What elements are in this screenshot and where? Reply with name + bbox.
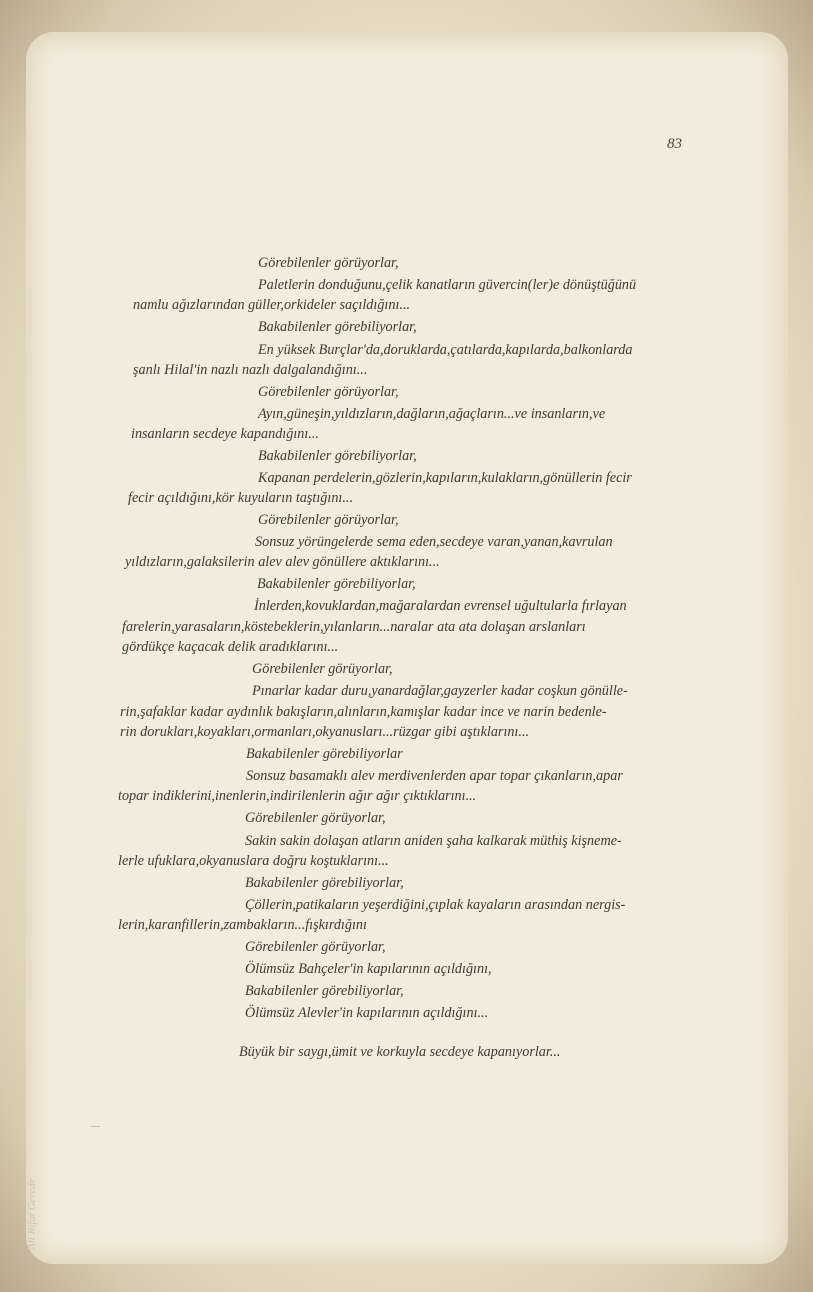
poem-line: Kapanan perdelerin,gözlerin,kapıların,kulakların,gönüllerin fecir [258, 470, 632, 486]
poem-line: Çöllerin,patikaların yeşerdiğini,çıplak kayaların arasından nergis- [245, 897, 626, 913]
poem-line: En yüksek Burçlar'da,doruklarda,çatılarda,kapılarda,balkonlarda [258, 342, 633, 358]
poem-line: Bakabilenler görebiliyorlar, [258, 448, 417, 464]
poem-line: topar indiklerini,inenlerin,indirilenlerin ağır ağır çıktıklarını... [118, 788, 477, 804]
poem-line: Paletlerin donduğunu,çelik kanatların güvercin(ler)e dönüştüğünü [258, 277, 637, 293]
poem-line: gördükçe kaçacak delik aradıklarını... [122, 639, 339, 655]
scan-watermark-signature: Ali Rıfat Gerede [26, 1178, 38, 1250]
poem-line: fecir açıldığını,kör kuyuların taştığını... [128, 490, 354, 506]
poem-line: İnlerden,kovuklardan,mağaralardan evrensel uğultularla fırlayan [254, 598, 627, 614]
poem-line: Sakin sakin dolaşan atların aniden şaha kalkarak müthiş kişneme- [245, 833, 622, 849]
poem-line: Görebilenler görüyorlar, [258, 384, 399, 400]
poem-line: Bakabilenler görebiliyorlar [246, 746, 403, 762]
poem-line: Pınarlar kadar duru,yanardağlar,gayzerler kadar coşkun gönülle- [252, 683, 628, 699]
poem-closing-line: Büyük bir saygı,ümit ve korkuyla secdeye kapanıyorlar... [239, 1044, 561, 1060]
poem-line: lerin,karanfillerin,zambakların...fışkırdığını [118, 917, 367, 933]
poem-line: Bakabilenler görebiliyorlar, [258, 319, 417, 335]
page-number: 83 [667, 136, 682, 152]
poem-line: Görebilenler görüyorlar, [258, 255, 399, 271]
poem-line: Görebilenler görüyorlar, [252, 661, 393, 677]
poem-line: Bakabilenler görebiliyorlar, [245, 983, 404, 999]
poem-line: Bakabilenler görebiliyorlar, [245, 875, 404, 891]
poem-line: farelerin,yarasaların,köstebeklerin,yılanların...naralar ata ata dolaşan arslanları [122, 619, 586, 635]
poem-line: şanlı Hilal'in nazlı nazlı dalgalandığını... [133, 362, 368, 378]
poem-line: yıldızların,galaksilerin alev alev gönüllere aktıklarını... [125, 554, 440, 570]
poem-line: rin dorukları,koyakları,ormanları,okyanusları...rüzgar gibi aştıklarını... [120, 724, 530, 740]
poem-line: Görebilenler görüyorlar, [245, 939, 386, 955]
poem-line: lerle ufuklara,okyanuslara doğru koştuklarını... [118, 853, 389, 869]
poem-line: Ayın,güneşin,yıldızların,dağların,ağaçların...ve insanların,ve [258, 406, 606, 422]
poem-line: Sonsuz basamaklı alev merdivenlerden apar topar çıkanların,apar [246, 768, 623, 784]
poem-line: namlu ağızlarından güller,orkideler saçıldığını... [133, 297, 411, 313]
poem-line: rin,şafaklar kadar aydınlık bakışların,alınların,kamışlar kadar ince ve narin bedenle- [120, 704, 607, 720]
poem-line: insanların secdeye kapandığını... [131, 426, 319, 442]
poem-line: Ölümsüz Alevler'in kapılarının açıldığını... [245, 1005, 489, 1021]
poem-line: Bakabilenler görebiliyorlar, [257, 576, 416, 592]
poem-line: Sonsuz yörüngelerde sema eden,secdeye varan,yanan,kavrulan [255, 534, 613, 550]
poem-line: Ölümsüz Bahçeler'in kapılarının açıldığını, [245, 961, 492, 977]
poem-line: Görebilenler görüyorlar, [258, 512, 399, 528]
margin-mark [90, 1126, 100, 1127]
poem-line: Görebilenler görüyorlar, [245, 810, 386, 826]
